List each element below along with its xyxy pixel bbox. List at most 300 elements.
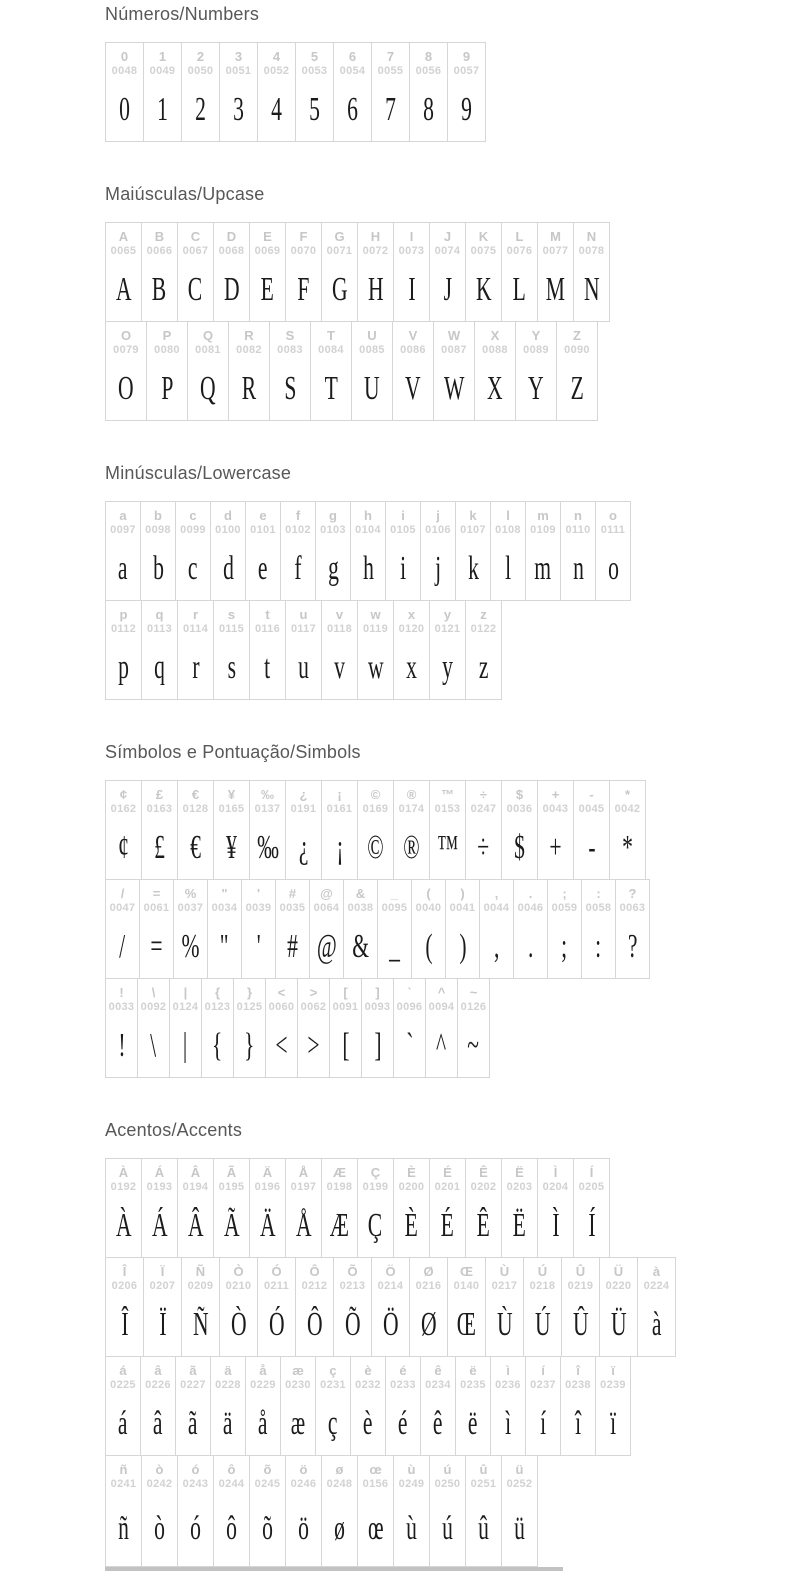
char-code: 0119 xyxy=(362,623,389,635)
char-glyph: ú xyxy=(442,1509,453,1547)
char-glyph: ™ xyxy=(436,828,459,866)
char-glyph: Ó xyxy=(268,1305,285,1343)
char-glyph: V xyxy=(405,369,421,407)
char-label: é xyxy=(399,1363,407,1378)
char-code: 0104 xyxy=(355,524,381,536)
glyph-cell xyxy=(392,321,434,421)
glyph-cell xyxy=(560,501,596,601)
char-label: J xyxy=(443,229,452,244)
glyph-cell xyxy=(141,1455,178,1567)
char-glyph: Ù xyxy=(496,1305,513,1343)
char-glyph: b xyxy=(152,549,164,587)
char-glyph: Ã xyxy=(223,1206,240,1244)
char-code: 0237 xyxy=(530,1379,556,1391)
glyph-cell xyxy=(515,321,557,421)
glyph-cell xyxy=(343,879,378,979)
glyph-section-lowercase xyxy=(105,461,800,700)
char-label: g xyxy=(329,508,337,523)
char-glyph: \ xyxy=(150,1026,157,1064)
glyph-row xyxy=(105,600,800,700)
char-label: l xyxy=(506,508,510,523)
char-label: ñ xyxy=(119,1462,128,1477)
glyph-cell xyxy=(257,42,296,142)
char-glyph: å xyxy=(258,1404,268,1442)
char-label: I xyxy=(409,229,414,244)
char-label: m xyxy=(537,508,549,523)
char-code: 0207 xyxy=(149,1280,176,1292)
char-label: < xyxy=(277,985,286,1000)
char-label: ÷ xyxy=(479,787,488,802)
glyph-cell xyxy=(315,501,351,601)
char-label: w xyxy=(370,607,381,622)
glyph-row xyxy=(105,1158,800,1258)
char-glyph: Í xyxy=(587,1206,596,1244)
char-label: _ xyxy=(390,886,399,901)
char-label: o xyxy=(609,508,617,523)
glyph-cell xyxy=(409,42,448,142)
glyph-cell xyxy=(285,1158,322,1258)
char-label: ' xyxy=(256,886,261,901)
char-label: ? xyxy=(628,886,637,901)
glyph-cell xyxy=(357,1455,394,1567)
char-glyph: Â xyxy=(187,1206,204,1244)
char-code: 0086 xyxy=(400,344,426,356)
glyph-cell xyxy=(465,600,502,700)
glyph-cell xyxy=(169,978,202,1078)
glyph-cell xyxy=(393,1455,430,1567)
char-code: 0066 xyxy=(146,245,173,257)
char-glyph: 3 xyxy=(233,90,244,128)
char-glyph: r xyxy=(191,648,200,686)
char-glyph: R xyxy=(241,369,257,407)
char-glyph: U xyxy=(364,369,380,407)
char-label: - xyxy=(589,787,594,802)
char-label: Ö xyxy=(385,1264,396,1279)
glyph-cell xyxy=(501,1158,538,1258)
char-label: { xyxy=(214,985,221,1000)
char-glyph: ÷ xyxy=(477,828,490,866)
char-label: Ô xyxy=(309,1264,320,1279)
glyph-cell xyxy=(141,222,178,322)
char-label: Î xyxy=(122,1264,127,1279)
char-glyph: 9 xyxy=(461,90,472,128)
char-glyph: Ì xyxy=(551,1206,560,1244)
char-glyph: N xyxy=(583,270,600,308)
glyph-row xyxy=(105,1455,800,1567)
char-glyph: ^ xyxy=(436,1026,447,1064)
glyph-cell xyxy=(420,501,456,601)
glyph-cell xyxy=(181,1257,220,1357)
char-glyph: 7 xyxy=(385,90,396,128)
char-label: ¢ xyxy=(119,787,128,802)
char-glyph: ¢ xyxy=(118,828,129,866)
char-code: 0210 xyxy=(225,1280,252,1292)
char-code: 0120 xyxy=(398,623,425,635)
glyph-cell xyxy=(371,1257,410,1357)
char-glyph: X xyxy=(487,369,503,407)
char-code: 0035 xyxy=(279,902,306,914)
char-glyph: D xyxy=(223,270,240,308)
char-glyph: J xyxy=(443,270,452,308)
char-glyph: 6 xyxy=(347,90,358,128)
char-label: 4 xyxy=(272,49,281,64)
glyph-cell xyxy=(357,780,394,880)
char-code: 0121 xyxy=(434,623,461,635)
glyph-cell xyxy=(465,1158,502,1258)
glyph-cell xyxy=(445,879,480,979)
char-label: ò xyxy=(155,1462,164,1477)
char-label: c xyxy=(189,508,197,523)
glyph-cell xyxy=(361,978,394,1078)
char-label: V xyxy=(408,328,418,343)
glyph-cell xyxy=(371,42,410,142)
char-code: 0113 xyxy=(146,623,173,635)
glyph-cell xyxy=(269,321,311,421)
glyph-cell xyxy=(105,501,141,601)
glyph-cell xyxy=(265,978,298,1078)
char-label: i xyxy=(401,508,405,523)
char-label: D xyxy=(226,229,237,244)
char-code: 0241 xyxy=(110,1478,137,1490)
char-label: ¡ xyxy=(337,787,342,802)
glyph-cell xyxy=(141,780,178,880)
char-glyph: Ú xyxy=(534,1305,551,1343)
char-glyph: c xyxy=(188,549,198,587)
char-glyph: â xyxy=(153,1404,163,1442)
char-code: 0084 xyxy=(318,344,344,356)
char-code: 0211 xyxy=(263,1280,290,1292)
char-label: 9 xyxy=(462,49,471,64)
char-code: 0124 xyxy=(172,1001,199,1013)
char-glyph: { xyxy=(212,1026,223,1064)
char-glyph: k xyxy=(467,549,479,587)
char-code: 0075 xyxy=(470,245,497,257)
char-glyph: # xyxy=(287,927,298,965)
char-code: 0247 xyxy=(470,803,497,815)
glyph-cell xyxy=(501,780,538,880)
char-label: 6 xyxy=(348,49,357,64)
char-code: 0117 xyxy=(290,623,317,635)
glyph-cell xyxy=(315,1356,351,1456)
char-glyph: w xyxy=(367,648,384,686)
char-label: ¥ xyxy=(227,787,236,802)
char-code: 0055 xyxy=(377,65,404,77)
char-label: K xyxy=(478,229,489,244)
char-code: 0249 xyxy=(398,1478,425,1490)
glyph-cell xyxy=(219,1257,258,1357)
glyph-cell xyxy=(560,1356,596,1456)
char-glyph: ç xyxy=(328,1404,338,1442)
char-code: 0063 xyxy=(619,902,646,914)
char-code: 0107 xyxy=(460,524,486,536)
glyph-cell xyxy=(425,978,458,1078)
glyph-row xyxy=(105,1257,800,1357)
glyph-cell xyxy=(321,222,358,322)
glyph-cell xyxy=(411,879,446,979)
char-glyph: a xyxy=(118,549,128,587)
char-code: 0122 xyxy=(470,623,497,635)
char-label: æ xyxy=(292,1363,304,1378)
glyph-cell xyxy=(321,1158,358,1258)
glyph-cell xyxy=(357,222,394,322)
char-label: 3 xyxy=(234,49,243,64)
char-code: 0090 xyxy=(564,344,590,356)
char-code: 0103 xyxy=(320,524,346,536)
glyph-cell xyxy=(177,1158,214,1258)
char-code: 0161 xyxy=(326,803,353,815)
glyph-cell xyxy=(175,1356,211,1456)
char-label: Õ xyxy=(347,1264,358,1279)
glyph-table xyxy=(105,42,800,142)
char-code: 0068 xyxy=(218,245,245,257)
char-code: 0128 xyxy=(182,803,209,815)
char-label: å xyxy=(259,1363,267,1378)
char-code: 0137 xyxy=(254,803,281,815)
char-label: ‰ xyxy=(261,787,274,802)
glyph-cell xyxy=(201,978,234,1078)
char-glyph: } xyxy=(244,1026,255,1064)
char-code: 0193 xyxy=(146,1181,173,1193)
char-label: f xyxy=(295,508,301,523)
glyph-cell xyxy=(429,1158,466,1258)
char-code: 0220 xyxy=(605,1280,632,1292)
char-glyph: Y xyxy=(528,369,544,407)
glyph-cell xyxy=(377,879,412,979)
char-code: 0073 xyxy=(398,245,425,257)
char-label: C xyxy=(190,229,201,244)
char-label: Ì xyxy=(553,1165,558,1180)
glyph-cell xyxy=(595,1356,631,1456)
char-label: È xyxy=(407,1165,416,1180)
char-label: 8 xyxy=(424,49,433,64)
glyph-cell xyxy=(210,501,246,601)
char-code: 0081 xyxy=(195,344,221,356)
glyph-cell xyxy=(146,321,188,421)
char-code: 0116 xyxy=(254,623,281,635)
glyph-cell xyxy=(556,321,598,421)
char-code: 0064 xyxy=(313,902,340,914)
glyph-table xyxy=(105,780,800,1078)
char-label: Z xyxy=(573,328,581,343)
char-glyph: q xyxy=(154,648,165,686)
char-label: á xyxy=(119,1363,127,1378)
char-code: 0236 xyxy=(495,1379,521,1391)
char-label: Â xyxy=(190,1165,201,1180)
glyph-cell xyxy=(249,1455,286,1567)
glyph-cell xyxy=(350,1356,386,1456)
char-glyph: € xyxy=(190,828,201,866)
char-glyph: m xyxy=(534,549,552,587)
char-code: 0206 xyxy=(111,1280,138,1292)
char-glyph: ! xyxy=(117,1026,126,1064)
char-label: u xyxy=(299,607,308,622)
char-code: 0224 xyxy=(643,1280,670,1292)
char-glyph: % xyxy=(181,927,200,965)
char-label: T xyxy=(327,328,335,343)
char-glyph: ö xyxy=(298,1509,309,1547)
char-glyph: < xyxy=(275,1026,288,1064)
glyph-cell xyxy=(233,978,266,1078)
char-glyph: n xyxy=(572,549,584,587)
char-glyph: ï xyxy=(609,1404,617,1442)
glyph-cell xyxy=(357,1158,394,1258)
char-label: A xyxy=(118,229,129,244)
char-code: 0043 xyxy=(542,803,569,815)
char-glyph: ø xyxy=(334,1509,345,1547)
char-label: Í xyxy=(589,1165,594,1180)
char-label: Ñ xyxy=(195,1264,206,1279)
char-glyph: õ xyxy=(262,1509,273,1547)
glyph-row xyxy=(105,222,800,322)
char-code: 0076 xyxy=(506,245,533,257)
char-label: : xyxy=(596,886,601,901)
glyph-cell xyxy=(479,879,514,979)
char-glyph: Ê xyxy=(476,1206,491,1244)
char-label: ^ xyxy=(437,985,446,1000)
char-glyph: ì xyxy=(504,1404,512,1442)
char-glyph: ñ xyxy=(118,1509,129,1547)
char-glyph: é xyxy=(398,1404,408,1442)
char-glyph: E xyxy=(260,270,275,308)
glyph-cell xyxy=(333,42,372,142)
char-glyph: Q xyxy=(200,369,216,407)
char-glyph: É xyxy=(440,1206,455,1244)
char-glyph: œ xyxy=(367,1509,384,1547)
char-glyph: I xyxy=(407,270,416,308)
glyph-cell xyxy=(429,780,466,880)
char-label: S xyxy=(285,328,295,343)
glyph-cell xyxy=(143,42,182,142)
glyph-cell xyxy=(295,1257,334,1357)
char-glyph: ü xyxy=(514,1509,525,1547)
glyph-cell xyxy=(393,1158,430,1258)
glyph-cell xyxy=(177,222,214,322)
char-label: â xyxy=(154,1363,162,1378)
glyph-cell xyxy=(501,1455,538,1567)
char-glyph: ‰ xyxy=(256,828,279,866)
char-glyph: y xyxy=(442,648,453,686)
char-code: 0038 xyxy=(347,902,374,914)
char-label: £ xyxy=(155,787,164,802)
glyph-cell xyxy=(139,879,174,979)
glyph-cell xyxy=(447,1257,486,1357)
char-glyph: " xyxy=(220,927,229,965)
char-code: 0250 xyxy=(434,1478,461,1490)
char-label: } xyxy=(246,985,253,1000)
char-code: 0053 xyxy=(301,65,328,77)
char-glyph: Ë xyxy=(512,1206,527,1244)
char-label: h xyxy=(364,508,372,523)
char-code: 0114 xyxy=(182,623,209,635)
char-label: Ù xyxy=(499,1264,510,1279)
char-label: ( xyxy=(426,886,431,901)
char-code: 0077 xyxy=(542,245,569,257)
glyph-cell xyxy=(474,321,516,421)
char-glyph: 2 xyxy=(195,90,206,128)
char-code: 0204 xyxy=(542,1181,569,1193)
char-label: Ë xyxy=(515,1165,524,1180)
section-title: Números/Numbers xyxy=(105,4,260,24)
char-label: õ xyxy=(263,1462,272,1477)
glyph-cell xyxy=(257,1257,296,1357)
char-glyph: v xyxy=(334,648,345,686)
char-label: ô xyxy=(227,1462,236,1477)
char-code: 0049 xyxy=(149,65,176,77)
glyph-cell xyxy=(351,321,393,421)
char-code: 0080 xyxy=(154,344,180,356)
char-code: 0059 xyxy=(551,902,578,914)
char-glyph: z xyxy=(478,648,489,686)
char-code: 0072 xyxy=(362,245,389,257)
glyph-cell xyxy=(175,501,211,601)
glyph-cell xyxy=(249,600,286,700)
char-glyph: = xyxy=(150,927,163,965)
char-label: y xyxy=(443,607,452,622)
glyph-cell xyxy=(537,780,574,880)
glyph-cell xyxy=(207,879,242,979)
glyph-table xyxy=(105,1158,800,1567)
char-code: 0071 xyxy=(326,245,353,257)
char-label: Ó xyxy=(271,1264,282,1279)
glyph-cell xyxy=(140,1356,176,1456)
char-label: ™ xyxy=(441,787,454,802)
char-label: j xyxy=(436,508,440,523)
char-label: r xyxy=(192,607,199,622)
char-label: Æ xyxy=(333,1165,346,1180)
glyph-cell xyxy=(501,222,538,322)
char-code: 0200 xyxy=(398,1181,425,1193)
char-code: 0202 xyxy=(470,1181,497,1193)
char-label: O xyxy=(120,328,132,343)
glyph-cell xyxy=(615,879,650,979)
char-glyph: û xyxy=(478,1509,489,1547)
char-code: 0106 xyxy=(425,524,451,536)
char-glyph: o xyxy=(607,549,619,587)
char-label: Y xyxy=(531,328,541,343)
glyph-cell xyxy=(285,780,322,880)
char-glyph: í xyxy=(539,1404,547,1442)
char-label: 7 xyxy=(386,49,395,64)
char-glyph: * xyxy=(622,828,633,866)
char-label: p xyxy=(119,607,128,622)
char-label: Á xyxy=(154,1165,165,1180)
glyph-cell xyxy=(140,501,176,601)
char-label: ` xyxy=(407,985,412,1000)
char-glyph: l xyxy=(504,549,512,587)
char-code: 0039 xyxy=(245,902,272,914)
char-glyph: u xyxy=(298,648,309,686)
char-glyph: è xyxy=(363,1404,373,1442)
char-code: 0105 xyxy=(390,524,416,536)
char-code: 0126 xyxy=(460,1001,487,1013)
glyph-cell xyxy=(447,42,486,142)
char-code: 0109 xyxy=(530,524,556,536)
char-code: 0111 xyxy=(600,524,626,536)
char-glyph: 8 xyxy=(423,90,434,128)
glyph-cell xyxy=(609,780,646,880)
char-glyph: M xyxy=(545,270,566,308)
char-code: 0205 xyxy=(578,1181,605,1193)
char-label: 2 xyxy=(196,49,205,64)
char-label: í xyxy=(541,1363,545,1378)
glyph-cell xyxy=(485,1257,524,1357)
char-code: 0034 xyxy=(211,902,238,914)
char-glyph: > xyxy=(307,1026,320,1064)
char-glyph: ô xyxy=(226,1509,237,1547)
char-label: @ xyxy=(320,886,333,901)
glyph-cell xyxy=(385,1356,421,1456)
glyph-cell xyxy=(490,1356,526,1456)
